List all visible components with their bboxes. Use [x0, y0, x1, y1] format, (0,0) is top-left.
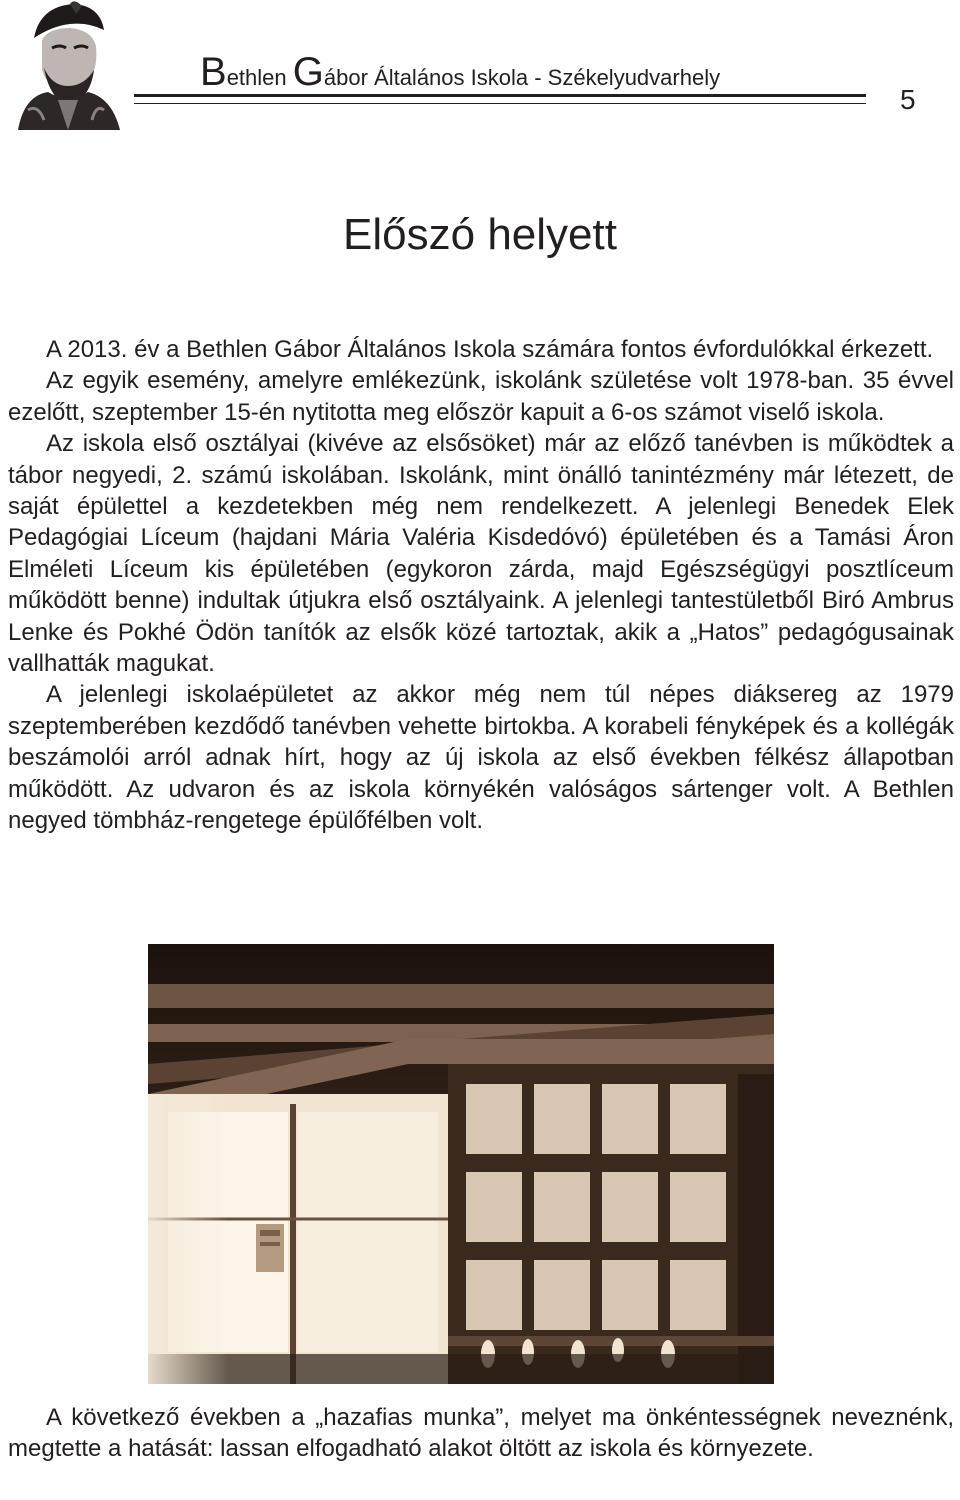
header-title-cap-g: G	[292, 50, 324, 94]
paragraph: A jelenlegi iskolaépületet az akkor még nem túl népes diáksereg az 1979 szeptemberében kezdődő tanévben vehette birtokba. A korabeli fényképek és a kollégák beszámolói arról adnak hírt, hogy az új iskola az első években félkész állapotban működött. Az udvaron és az iskola környékén valóságos sártenger volt. A Bethlen negyed tömbház-rengetege épülőfélben volt.	[8, 681, 954, 835]
header-portrait-image	[4, 0, 128, 130]
paragraph: Az egyik esemény, amelyre emlékezünk, iskolánk születése volt 1978-ban. 35 évvel ezelőtt, szeptember 15-én nytitotta meg először kapuit a 6-os számot viselő iskola.	[8, 367, 954, 426]
article-body	[8, 334, 954, 837]
page-number: 5	[900, 84, 916, 115]
header-title-part2: ábor Általános Iskola - Székelyudvarhely	[323, 65, 721, 90]
paragraph: Az iskola első osztályai (kivéve az elsősöket) már az előző tanévben is működtek a tábor negyedi, 2. számú iskolában. Iskolánk, mint önálló tanintézmény már létezett, de saját épülettel a kezdetekben még nem rendelkezett. A jelenlegi Benedek Elek Pedagógiai Líceum (hajdani Mária Valéria Kisdedóvó) épületében és a Tamási Áron Elméleti Líceum kis épületében (egykoron zárda, majd Egészségügyi posztlíceum működött benne) indultak útjukra első osztályaink. A jelenlegi tantestületből Biró Ambrus Lenke és Pokhé Ödön tanítók az elsők közé tartoztak, akik a „Hatos” pedagógusainak vallhatták magukat.	[8, 430, 954, 678]
header-title	[200, 52, 720, 92]
paragraph: A következő években a „hazafias munka”, melyet ma önkéntességnek neveznénk, megtette a hatását: lassan elfogadható alakot öltött az iskola és környezete.	[8, 1404, 954, 1463]
header-title-part1: ethlen	[226, 65, 293, 90]
school-building-photo	[148, 944, 774, 1384]
paragraph: A 2013. év a Bethlen Gábor Általános Iskola számára fontos évfordulókkal érkezett.	[46, 336, 934, 363]
header-rule	[134, 94, 866, 104]
closing-text	[8, 1402, 954, 1465]
header-title-cap-b: B	[200, 50, 227, 94]
page-title: Előszó helyett	[343, 210, 617, 259]
